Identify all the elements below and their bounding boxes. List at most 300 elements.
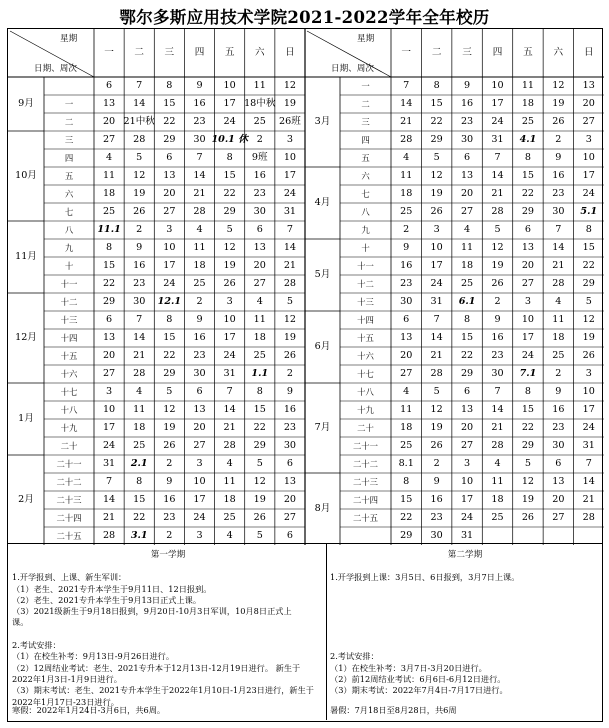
day-cell: 27 bbox=[102, 368, 116, 380]
day-cell: 30 bbox=[552, 206, 565, 218]
day-cell: 5 bbox=[256, 458, 263, 470]
weekday-header: 一 bbox=[104, 47, 114, 59]
day-cell: 28 bbox=[582, 512, 595, 524]
day-cell: 13 bbox=[102, 98, 116, 110]
day-cell: 4 bbox=[464, 224, 471, 236]
day-cell: 22 bbox=[400, 512, 413, 524]
day-cell: 8 bbox=[226, 152, 233, 164]
week-number: 三 bbox=[64, 134, 74, 145]
week-number: 七 bbox=[64, 206, 74, 217]
note-line: （2）老生、2021专升本学生于9月13日正式上课。 bbox=[12, 594, 202, 605]
day-cell: 19 bbox=[283, 332, 297, 344]
day-cell: 16 bbox=[552, 170, 565, 182]
day-cell: 20 bbox=[102, 350, 116, 362]
day-cell: 27 bbox=[102, 134, 116, 146]
day-cell: 25 bbox=[491, 512, 504, 524]
note-line: （3）期末考试：老生、2021专升本学生于2022年1月10日-1月23日进行，新生于 bbox=[12, 685, 314, 696]
week-number: 十五 bbox=[60, 350, 78, 361]
day-cell: 24 bbox=[582, 188, 595, 200]
day-cell: 7 bbox=[433, 314, 440, 326]
week-number: 二十一 bbox=[352, 440, 379, 451]
day-cell: 6 bbox=[524, 224, 531, 236]
calendar-grid-lines bbox=[8, 29, 604, 545]
day-cell: 14 bbox=[552, 242, 565, 254]
day-cell: 2 bbox=[555, 134, 562, 146]
week-number: 十三 bbox=[357, 296, 374, 307]
week-number: 二十 bbox=[357, 422, 374, 433]
month-label: 3月 bbox=[314, 116, 331, 128]
week-number: 十七 bbox=[357, 368, 374, 379]
week-number: 二十三 bbox=[352, 476, 379, 487]
month-label: 6月 bbox=[314, 341, 331, 353]
day-cell: 13 bbox=[460, 404, 474, 416]
week-number: 十四 bbox=[60, 332, 78, 343]
week-number: 二十二 bbox=[352, 458, 379, 469]
day-cell: 7 bbox=[226, 386, 233, 398]
day-cell: 21中秋 bbox=[123, 116, 155, 128]
day-cell: 12 bbox=[163, 404, 176, 416]
day-cell: 23 bbox=[430, 512, 443, 524]
day-cell: 25 bbox=[521, 116, 535, 128]
day-cell: 12 bbox=[430, 404, 443, 416]
day-cell: 3.1 bbox=[130, 530, 148, 542]
first-semester-notes bbox=[12, 544, 324, 720]
day-cell: 15 bbox=[521, 404, 535, 416]
note-line: （1）在校生补考：3月7日-3月20日进行。 bbox=[330, 662, 487, 673]
day-cell: 8 bbox=[433, 80, 440, 92]
day-cell: 23 bbox=[552, 422, 565, 434]
day-cell: 3 bbox=[464, 458, 471, 470]
day-cell: 12 bbox=[491, 242, 504, 254]
day-cell: 31 bbox=[102, 458, 116, 470]
week-number: 十八 bbox=[60, 404, 78, 415]
week-number: 十四 bbox=[357, 314, 374, 325]
month-label: 7月 bbox=[314, 422, 331, 434]
week-number: 二十 bbox=[60, 440, 78, 451]
week-number: 十六 bbox=[60, 368, 78, 379]
day-cell: 3 bbox=[524, 296, 531, 308]
day-cell: 16 bbox=[552, 404, 565, 416]
day-cell: 23 bbox=[491, 350, 504, 362]
day-cell: 18 bbox=[223, 494, 236, 506]
day-cell: 23 bbox=[193, 116, 206, 128]
day-cell: 7 bbox=[494, 386, 501, 398]
day-cell: 13 bbox=[193, 404, 206, 416]
day-cell: 20 bbox=[163, 188, 176, 200]
day-cell: 7.1 bbox=[519, 368, 537, 380]
day-cell: 29 bbox=[163, 134, 176, 146]
day-cell: 8 bbox=[106, 242, 113, 254]
day-cell: 7 bbox=[555, 224, 562, 236]
day-cell: 12.1 bbox=[157, 296, 182, 308]
second-semester-title: 第二学期 bbox=[447, 550, 483, 560]
day-cell: 12 bbox=[582, 314, 595, 326]
day-cell: 7 bbox=[403, 80, 410, 92]
note-line: 2022年1月17日-23日进行。 bbox=[12, 696, 119, 707]
day-cell: 26 bbox=[133, 206, 146, 218]
day-cell: 5 bbox=[256, 530, 263, 542]
day-cell: 8 bbox=[403, 476, 410, 488]
day-cell: 4 bbox=[256, 296, 263, 308]
day-cell: 14 bbox=[491, 170, 504, 182]
day-cell: 4 bbox=[555, 296, 562, 308]
notes-divider bbox=[326, 544, 327, 720]
day-cell: 9 bbox=[494, 314, 501, 326]
note-line: 1.开学报到、上课、新生军训： bbox=[12, 572, 127, 583]
day-cell: 28 bbox=[400, 134, 413, 146]
note-line: （1）在校生补考：9月13日-9月26日进行。 bbox=[12, 651, 175, 662]
weekday-header: 五 bbox=[224, 47, 235, 59]
day-cell: 4 bbox=[106, 152, 113, 164]
week-number: 二 bbox=[361, 98, 370, 109]
week-number: 十九 bbox=[357, 404, 374, 415]
day-cell: 27 bbox=[283, 512, 297, 524]
day-cell: 6.1 bbox=[458, 296, 476, 308]
day-cell: 3 bbox=[585, 134, 592, 146]
day-cell: 5 bbox=[136, 152, 143, 164]
day-cell: 24 bbox=[223, 116, 236, 128]
month-label: 5月 bbox=[314, 269, 331, 281]
calendar-table bbox=[7, 28, 603, 544]
week-number: 六 bbox=[361, 170, 370, 181]
day-cell: 19 bbox=[253, 494, 266, 506]
day-cell: 31 bbox=[582, 440, 595, 452]
day-cell: 16 bbox=[133, 260, 146, 272]
day-cell: 20 bbox=[400, 350, 413, 362]
day-cell: 1.1 bbox=[251, 368, 269, 380]
day-cell: 18中秋 bbox=[244, 98, 276, 110]
day-cell: 16 bbox=[491, 332, 504, 344]
day-cell: 19 bbox=[223, 260, 236, 272]
day-cell: 8.1 bbox=[398, 458, 414, 470]
day-cell: 26 bbox=[430, 440, 443, 452]
day-cell: 30 bbox=[491, 368, 504, 380]
day-cell: 14 bbox=[193, 170, 206, 182]
day-cell: 15 bbox=[133, 494, 146, 506]
day-cell: 9 bbox=[166, 476, 173, 488]
week-number: 二十五 bbox=[352, 512, 379, 523]
day-cell: 3 bbox=[196, 458, 203, 470]
day-cell: 19 bbox=[163, 422, 176, 434]
day-cell: 17 bbox=[582, 170, 595, 182]
weekday-header: 日 bbox=[583, 47, 594, 59]
day-cell: 30 bbox=[430, 530, 443, 542]
day-cell: 31 bbox=[223, 368, 236, 380]
day-cell: 15 bbox=[400, 494, 413, 506]
day-cell: 30 bbox=[283, 440, 297, 452]
day-cell: 4 bbox=[494, 458, 501, 470]
day-cell: 12 bbox=[223, 242, 236, 254]
day-cell: 27 bbox=[163, 206, 176, 218]
week-number: 二 bbox=[64, 116, 74, 127]
day-cell: 21 bbox=[430, 350, 443, 362]
day-cell: 29 bbox=[253, 440, 266, 452]
week-number: 九 bbox=[64, 242, 74, 253]
note-line: （1）老生、2021专升本学生于9月11日、12日报到。 bbox=[12, 583, 212, 594]
week-number: 六 bbox=[64, 188, 74, 199]
day-cell: 22 bbox=[521, 422, 535, 434]
day-cell: 13 bbox=[521, 242, 535, 254]
day-cell: 28 bbox=[491, 440, 504, 452]
day-cell: 29 bbox=[163, 368, 176, 380]
day-cell: 2 bbox=[494, 296, 501, 308]
day-cell: 18 bbox=[133, 422, 146, 434]
day-cell: 23 bbox=[283, 422, 297, 434]
week-number: 九 bbox=[361, 224, 370, 235]
day-cell: 20 bbox=[102, 116, 116, 128]
day-cell: 28 bbox=[430, 368, 443, 380]
day-cell: 17 bbox=[521, 332, 535, 344]
day-cell: 15 bbox=[430, 98, 443, 110]
day-cell: 8 bbox=[524, 152, 531, 164]
day-cell: 27 bbox=[193, 440, 206, 452]
day-cell: 11 bbox=[193, 242, 206, 254]
day-cell: 19 bbox=[552, 98, 565, 110]
day-cell: 11 bbox=[460, 242, 474, 254]
day-cell: 17 bbox=[223, 98, 236, 110]
day-cell: 29 bbox=[102, 296, 116, 308]
day-cell: 8 bbox=[585, 224, 592, 236]
day-cell: 7 bbox=[136, 80, 143, 92]
weekday-header: 三 bbox=[164, 47, 175, 59]
day-cell: 4 bbox=[403, 386, 410, 398]
day-cell: 2 bbox=[555, 368, 562, 380]
note-line: 课。 bbox=[12, 617, 29, 628]
day-cell: 23 bbox=[400, 278, 413, 290]
day-cell: 21 bbox=[491, 422, 504, 434]
day-cell: 19 bbox=[133, 188, 146, 200]
day-cell: 27 bbox=[460, 206, 474, 218]
weekday-header: 六 bbox=[254, 47, 265, 59]
day-cell: 10 bbox=[460, 476, 474, 488]
week-number: 一 bbox=[64, 98, 74, 109]
day-cell: 14 bbox=[133, 98, 146, 110]
week-number: 二十三 bbox=[56, 494, 82, 505]
day-cell: 28 bbox=[133, 134, 146, 146]
month-label: 4月 bbox=[314, 197, 331, 209]
day-cell: 13 bbox=[400, 332, 413, 344]
header-week-label: 星期 bbox=[60, 34, 78, 44]
day-cell: 28 bbox=[193, 206, 206, 218]
day-cell: 5 bbox=[494, 224, 501, 236]
day-cell: 10 bbox=[582, 152, 595, 164]
note-line bbox=[330, 640, 600, 651]
day-cell: 14 bbox=[102, 494, 116, 506]
day-cell: 2.1 bbox=[130, 458, 148, 470]
note-line: 2.考试安排： bbox=[330, 651, 379, 662]
weekday-header: 日 bbox=[285, 47, 295, 59]
day-cell: 19 bbox=[521, 494, 535, 506]
day-cell: 13 bbox=[283, 476, 297, 488]
day-cell: 4 bbox=[196, 224, 203, 236]
day-cell: 28 bbox=[491, 206, 504, 218]
day-cell: 9班 bbox=[251, 152, 268, 164]
day-cell: 6 bbox=[256, 224, 263, 236]
day-cell: 22 bbox=[430, 116, 443, 128]
day-cell: 8 bbox=[136, 476, 143, 488]
day-cell: 12 bbox=[283, 80, 297, 92]
day-cell: 13 bbox=[163, 170, 176, 182]
week-number: 五 bbox=[361, 152, 370, 163]
day-cell: 25 bbox=[133, 440, 146, 452]
day-cell: 18 bbox=[400, 422, 413, 434]
note-line bbox=[330, 595, 600, 606]
day-cell: 25 bbox=[400, 206, 413, 218]
week-number: 十 bbox=[64, 260, 74, 271]
day-cell: 10 bbox=[102, 404, 116, 416]
day-cell: 12 bbox=[430, 170, 443, 182]
day-cell: 7 bbox=[136, 314, 143, 326]
day-cell: 22 bbox=[163, 116, 176, 128]
day-cell: 22 bbox=[223, 188, 236, 200]
week-number: 二十四 bbox=[352, 494, 379, 505]
day-cell: 14 bbox=[133, 332, 146, 344]
day-cell: 4.1 bbox=[519, 134, 537, 146]
day-cell: 12 bbox=[521, 476, 535, 488]
day-cell: 16 bbox=[193, 332, 206, 344]
day-cell: 5 bbox=[433, 152, 440, 164]
note-line: 2.考试安排： bbox=[12, 640, 61, 651]
day-cell: 26 bbox=[163, 440, 176, 452]
day-cell: 7 bbox=[585, 458, 592, 470]
day-cell: 5 bbox=[286, 296, 293, 308]
day-cell: 11 bbox=[133, 404, 146, 416]
day-cell: 16 bbox=[430, 494, 443, 506]
week-number: 七 bbox=[361, 188, 370, 199]
day-cell: 26 bbox=[552, 116, 565, 128]
day-cell: 7 bbox=[286, 224, 293, 236]
day-cell: 8 bbox=[166, 314, 173, 326]
day-cell: 16 bbox=[253, 170, 266, 182]
day-cell: 10 bbox=[223, 314, 236, 326]
month-label: 12月 bbox=[15, 332, 37, 344]
day-cell: 26 bbox=[283, 350, 297, 362]
note-line: （2）12周结业考试：老生、2021专升本于12月13日-12月19日进行。 新生于 bbox=[12, 662, 301, 673]
month-label: 1月 bbox=[18, 413, 34, 425]
weekday-header: 三 bbox=[462, 47, 472, 59]
day-cell: 11 bbox=[400, 404, 413, 416]
day-cell: 18 bbox=[193, 260, 206, 272]
day-cell: 31 bbox=[491, 134, 504, 146]
day-cell: 5 bbox=[585, 296, 592, 308]
day-cell: 12 bbox=[253, 476, 266, 488]
day-cell: 23 bbox=[460, 116, 474, 128]
day-cell: 4 bbox=[226, 530, 233, 542]
day-cell: 17 bbox=[491, 98, 504, 110]
day-cell: 11 bbox=[552, 314, 565, 326]
week-number: 十二 bbox=[60, 296, 78, 307]
day-cell: 15 bbox=[223, 170, 236, 182]
week-number: 八 bbox=[64, 224, 74, 235]
day-cell: 9 bbox=[196, 314, 203, 326]
day-cell: 10 bbox=[430, 242, 443, 254]
day-cell: 29 bbox=[460, 368, 474, 380]
day-cell: 15 bbox=[102, 260, 116, 272]
note-line bbox=[330, 617, 600, 628]
week-number: 八 bbox=[361, 206, 370, 217]
note-line: （2）前12周结业考试：6月6日-6月12日进行。 bbox=[330, 673, 506, 684]
day-cell: 14 bbox=[582, 476, 595, 488]
day-cell: 19 bbox=[491, 260, 504, 272]
day-cell: 22 bbox=[253, 422, 266, 434]
day-cell: 14 bbox=[400, 98, 413, 110]
day-cell: 3 bbox=[106, 386, 113, 398]
week-number: 二十四 bbox=[56, 512, 82, 523]
day-cell: 23 bbox=[133, 278, 146, 290]
day-cell: 8 bbox=[464, 314, 471, 326]
day-cell: 23 bbox=[193, 350, 206, 362]
day-cell: 9 bbox=[286, 386, 293, 398]
day-cell: 13 bbox=[582, 80, 595, 92]
day-cell: 28 bbox=[102, 530, 116, 542]
day-cell: 18 bbox=[521, 98, 535, 110]
day-cell: 11 bbox=[253, 314, 266, 326]
day-cell: 25 bbox=[400, 440, 413, 452]
day-cell: 6 bbox=[106, 314, 113, 326]
month-label: 8月 bbox=[314, 503, 331, 515]
day-cell: 14 bbox=[491, 404, 504, 416]
day-cell: 30 bbox=[193, 134, 206, 146]
day-cell: 24 bbox=[460, 512, 474, 524]
week-number: 二十二 bbox=[56, 476, 82, 487]
day-cell: 19 bbox=[283, 98, 297, 110]
header-date-label: 日期、周次 bbox=[34, 64, 77, 74]
day-cell: 18 bbox=[491, 494, 504, 506]
day-cell: 3 bbox=[226, 296, 233, 308]
day-cell: 4 bbox=[403, 152, 410, 164]
day-cell: 21 bbox=[491, 188, 504, 200]
day-cell: 3 bbox=[166, 224, 173, 236]
day-cell: 24 bbox=[582, 422, 595, 434]
day-cell: 14 bbox=[283, 242, 297, 254]
day-cell: 29 bbox=[223, 206, 236, 218]
week-number: 十一 bbox=[60, 278, 78, 289]
week-number: 二十五 bbox=[56, 530, 82, 541]
day-cell: 13 bbox=[102, 332, 116, 344]
day-cell: 28 bbox=[283, 278, 297, 290]
day-cell: 9 bbox=[403, 242, 410, 254]
day-cell: 20 bbox=[193, 422, 206, 434]
notes-section bbox=[7, 544, 603, 722]
day-cell: 17 bbox=[102, 422, 116, 434]
day-cell: 4 bbox=[136, 386, 143, 398]
day-cell: 26 bbox=[253, 512, 266, 524]
day-cell: 15 bbox=[253, 404, 266, 416]
day-cell: 17 bbox=[193, 494, 206, 506]
note-line bbox=[330, 606, 600, 617]
day-cell: 31 bbox=[430, 296, 443, 308]
day-cell: 3 bbox=[585, 368, 592, 380]
day-cell: 12 bbox=[133, 170, 146, 182]
day-cell: 25 bbox=[253, 350, 266, 362]
day-cell: 24 bbox=[223, 350, 236, 362]
day-cell: 26 bbox=[521, 512, 535, 524]
day-cell: 30 bbox=[193, 368, 206, 380]
day-cell: 9 bbox=[433, 476, 440, 488]
day-cell: 10 bbox=[491, 80, 504, 92]
day-cell: 21 bbox=[223, 422, 236, 434]
day-cell: 24 bbox=[521, 350, 535, 362]
day-cell: 2 bbox=[166, 530, 173, 542]
week-number: 十六 bbox=[357, 350, 374, 361]
day-cell: 17 bbox=[582, 404, 595, 416]
day-cell: 22 bbox=[582, 260, 595, 272]
day-cell: 26 bbox=[491, 278, 504, 290]
day-cell: 16 bbox=[193, 98, 206, 110]
day-cell: 5 bbox=[524, 458, 531, 470]
day-cell: 8 bbox=[166, 80, 173, 92]
weekday-header: 二 bbox=[134, 47, 144, 59]
